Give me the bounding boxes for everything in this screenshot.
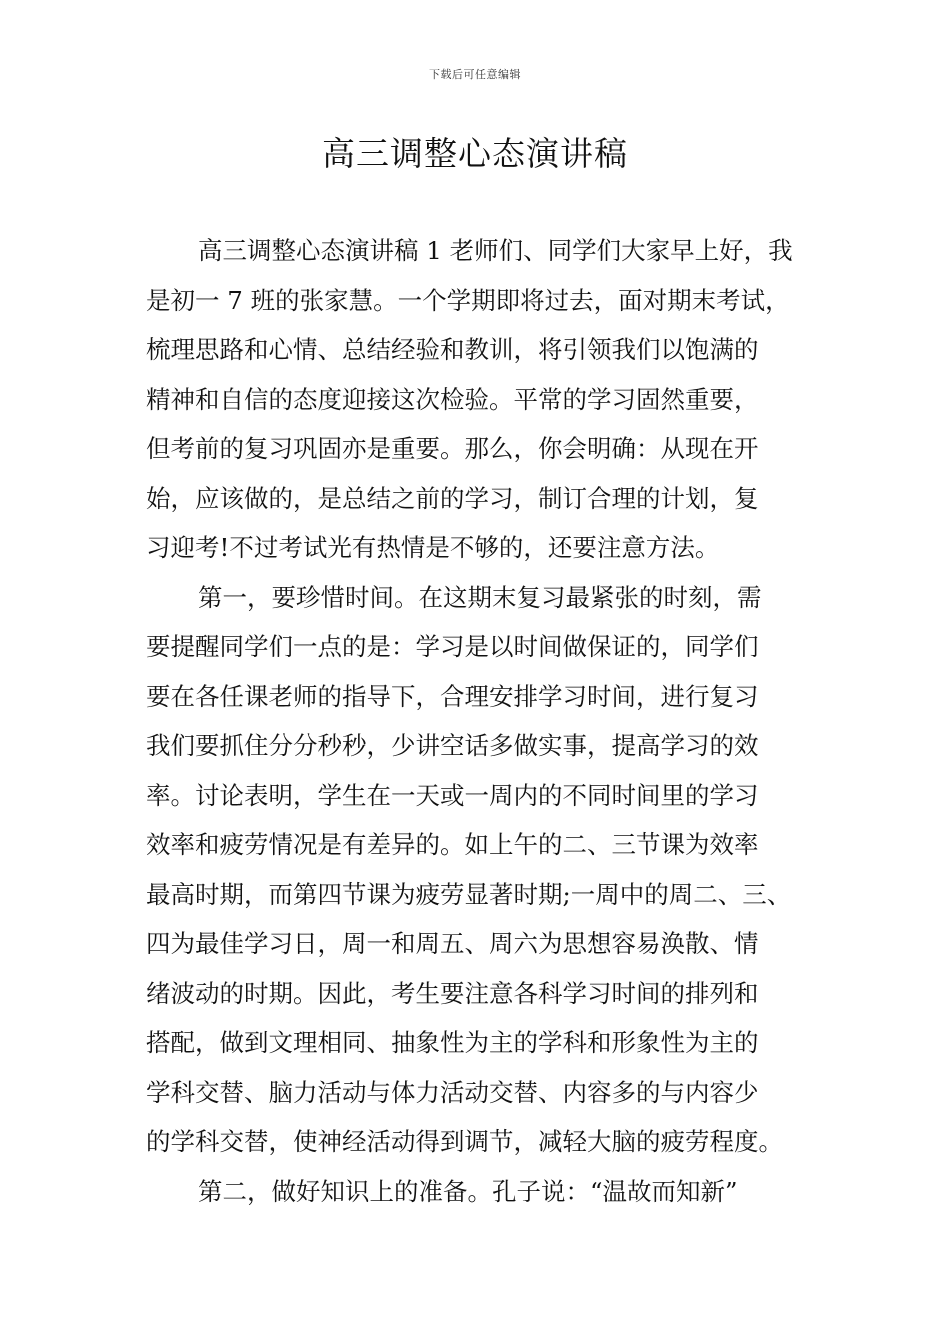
page-title: 高三调整心态演讲稿 [322, 134, 628, 173]
header-note: 下载后可任意编辑 [429, 68, 521, 81]
body-line: 要在各任课老师的指导下，合理安排学习时间，进行复习 [146, 681, 759, 711]
body-line: 是初一 7 班的张家慧。一个学期即将过去，面对期末考试， [146, 285, 790, 315]
body-line: 最高时期，而第四节课为疲劳显著时期;一周中的周二、三、 [146, 879, 792, 909]
body-line: 的学科交替，使神经活动得到调节，减轻大脑的疲劳程度。 [146, 1127, 783, 1156]
body-line: 率。讨论表明，学生在一天或一周内的不同时间里的学习 [146, 780, 759, 810]
body-line: 但考前的复习巩固亦是重要。那么，你会明确：从现在开 [146, 434, 759, 463]
body-line: 第二，做好知识上的准备。孔子说：“温故而知新” [198, 1176, 738, 1206]
body-line: 第一，要珍惜时间。在这期末复习最紧张的时刻，需 [198, 582, 762, 612]
body-line: 梳理思路和心情、总结经验和教训，将引领我们以饱满的 [146, 335, 759, 364]
body-line: 要提醒同学们一点的是：学习是以时间做保证的，同学们 [146, 632, 759, 661]
body-line: 绪波动的时期。因此，考生要注意各科学习时间的排列和 [146, 978, 759, 1008]
body-line: 习迎考!不过考试光有热情是不够的，还要注意方法。 [146, 533, 720, 562]
body-line: 我们要抓住分分秒秒，少讲空话多做实事，提高学习的效 [146, 731, 759, 760]
body-line: 搭配，做到文理相同、抽象性为主的学科和形象性为主的 [146, 1028, 759, 1057]
body-line: 精神和自信的态度迎接这次检验。平常的学习固然重要， [146, 384, 759, 414]
body-line: 始，应该做的，是总结之前的学习，制订合理的计划，复 [146, 483, 759, 513]
body-text [146, 226, 826, 1216]
body-line: 高三调整心态演讲稿 1 老师们、同学们大家早上好，我 [198, 236, 793, 265]
body-line: 四为最佳学习日，周一和周五、周六为思想容易涣散、情 [146, 929, 759, 958]
body-line: 效率和疲劳情况是有差异的。如上午的二、三节课为效率 [146, 830, 759, 859]
body-line: 学科交替、脑力活动与体力活动交替、内容多的与内容少 [146, 1077, 759, 1107]
